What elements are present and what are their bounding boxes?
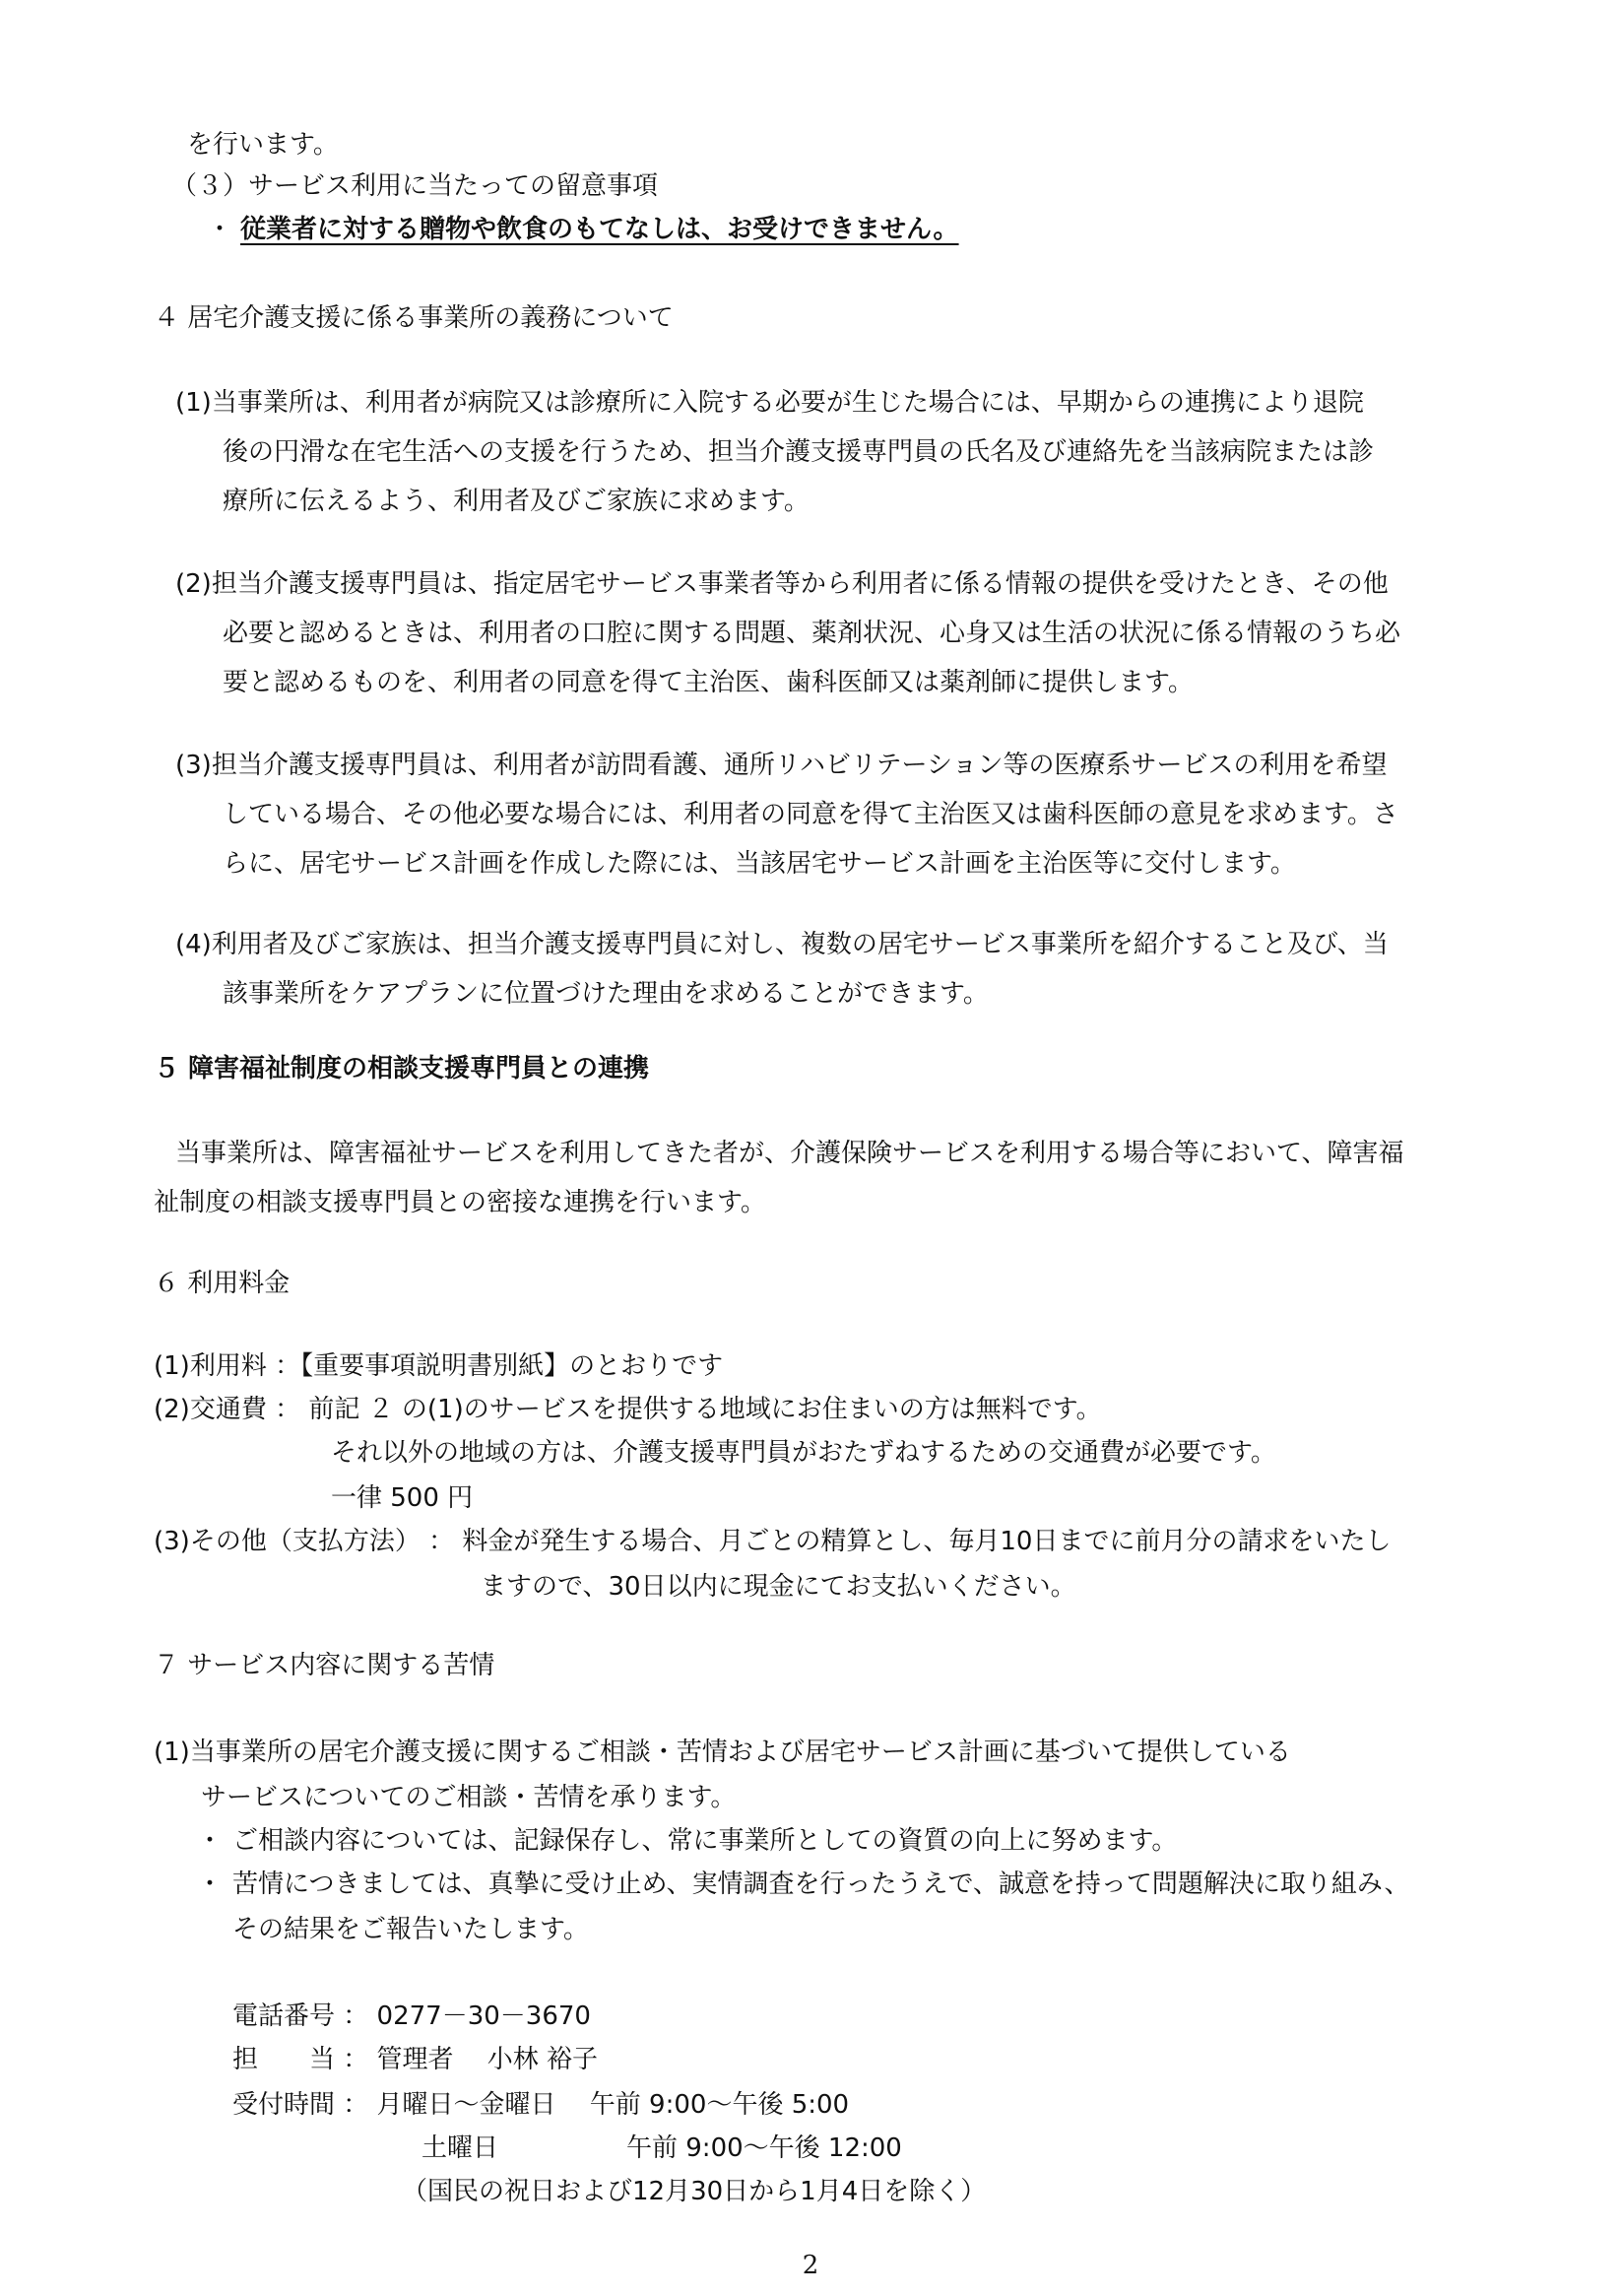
section-heading-5: ５ 障害福祉制度の相談支援専門員との連携 bbox=[154, 1054, 650, 1083]
fee-line: それ以外の地域の方は、介護支援専門員がおたずねするための交通費が必要です。 bbox=[331, 1438, 1276, 1468]
bullet-text: ご相談内容については、記録保存し、常に事業所としての資質の向上に努めます。 bbox=[232, 1826, 1178, 1856]
contact-hours: 受付時間 ： 月曜日～金曜日 午前 9:00～午後 5:00 bbox=[232, 2090, 850, 2120]
section-heading-7: ７ サービス内容に関する苦情 bbox=[154, 1651, 495, 1680]
paragraph-line: サービスについてのご相談・苦情を承ります。 bbox=[201, 1783, 737, 1812]
bullet-icon: ・ bbox=[197, 1826, 224, 1856]
bullet-icon: ・ bbox=[207, 215, 233, 244]
fee-line: (1)利用料 ：【重要事項説明書別紙】のとおりです bbox=[154, 1351, 724, 1381]
fee-line: 一律 500 円 bbox=[331, 1483, 474, 1513]
paragraph-line: 要と認めるものを、利用者の同意を得て主治医、歯科医師又は薬剤師に提供します。 bbox=[223, 668, 1194, 697]
paragraph-line: している場合、その他必要な場合には、利用者の同意を得て主治医又は歯科医師の意見を求めます。さ bbox=[223, 800, 1398, 829]
section-heading-4: ４ 居宅介護支援に係る事業所の義務について bbox=[154, 303, 674, 333]
fee-line: (3)その他（支払方法） ： 料金が発生する場合、月ごとの精算とし、毎月10日までに前月分の請求をいたし bbox=[154, 1527, 1392, 1556]
continuation-text: を行います。 bbox=[187, 130, 339, 160]
contact-hours: 土曜日 午前 9:00～午後 12:00 bbox=[421, 2133, 902, 2163]
section-heading-6: ６ 利用料金 bbox=[154, 1269, 291, 1298]
paragraph-line: (1)当事業所の居宅介護支援に関するご相談・苦情および居宅サービス計画に基づいて提供している bbox=[154, 1738, 1291, 1767]
paragraph-line: 祉制度の相談支援専門員との密接な連携を行います。 bbox=[154, 1188, 766, 1217]
paragraph-line: 療所に伝えるよう、利用者及びご家族に求めます。 bbox=[223, 487, 810, 516]
paragraph-line: 該事業所をケアプランに位置づけた理由を求めることができます。 bbox=[223, 979, 989, 1009]
bullet-text: 苦情につきましては、真摯に受け止め、実情調査を行ったうえで、誠意を持って問題解決に取り組み、 bbox=[232, 1870, 1410, 1899]
paragraph-line: 当事業所は、障害福祉サービスを利用してきた者が、介護保険サービスを利用する場合等において、障害福 bbox=[175, 1139, 1404, 1168]
paragraph-line: (4)利用者及びご家族は、担当介護支援専門員に対し、複数の居宅サービス事業所を紹介すること及び、当 bbox=[175, 930, 1389, 959]
paragraph-line: らに、居宅サービス計画を作成した際には、当該居宅サービス計画を主治医等に交付します。 bbox=[223, 849, 1296, 879]
fee-line: ますので、30日以内に現金にてお支払いください。 bbox=[481, 1572, 1076, 1602]
bullet-icon: ・ bbox=[197, 1870, 224, 1899]
paragraph-line: (3)担当介護支援専門員は、利用者が訪問看護、通所リハビリテーション等の医療系サービスの利用を希望 bbox=[175, 751, 1388, 780]
fee-line: (2)交通費 ： 前記 ２ の(1)のサービスを提供する地域にお住まいの方は無料です。 bbox=[154, 1395, 1102, 1424]
bullet-text: その結果をご報告いたします。 bbox=[232, 1915, 589, 1944]
contact-staff: 担 当 ： 管理者 小林 裕子 bbox=[232, 2045, 599, 2074]
paragraph-line: (1)当事業所は、利用者が病院又は診療所に入院する必要が生じた場合には、早期からの連携により退院 bbox=[175, 388, 1364, 418]
notice-text: 従業者に対する贈物や飲食のもてなしは、お受けできません。 bbox=[240, 215, 959, 244]
page-number: 2 bbox=[802, 2251, 819, 2280]
paragraph-line: 後の円滑な在宅生活への支援を行うため、担当介護支援専門員の氏名及び連絡先を当該病院または診 bbox=[223, 437, 1374, 467]
contact-phone: 電話番号 ： 0277－30－3670 bbox=[232, 2001, 591, 2031]
paragraph-line: 必要と認めるときは、利用者の口腔に関する問題、薬剤状況、心身又は生活の状況に係る情報のうち必 bbox=[223, 619, 1401, 648]
paragraph-line: (2)担当介護支援専門員は、指定居宅サービス事業者等から利用者に係る情報の提供を受けたとき、その他 bbox=[175, 569, 1389, 599]
subsection-heading: （３）サービス利用に当たっての留意事項 bbox=[171, 171, 659, 201]
contact-hours-note: （国民の祝日および12月30日から1月4日を除く） bbox=[402, 2177, 987, 2206]
